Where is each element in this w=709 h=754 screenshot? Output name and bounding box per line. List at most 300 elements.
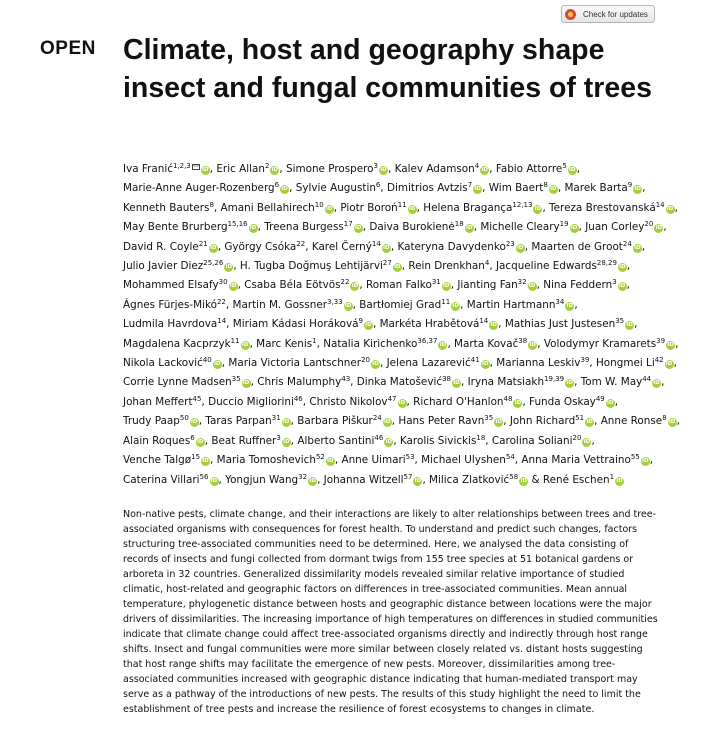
orcid-icon[interactable]: iD [517, 244, 524, 251]
author[interactable] [297, 415, 392, 427]
orcid-icon[interactable]: iD [495, 419, 502, 426]
orcid-icon[interactable]: iD [229, 283, 237, 290]
affiliation-number: 23 [505, 239, 515, 248]
author[interactable] [256, 338, 316, 350]
orcid-icon[interactable]: iD [383, 244, 390, 251]
author-name: Rein Drenkhan [408, 260, 485, 273]
author[interactable] [123, 299, 226, 311]
author-name: Karel Černý [311, 240, 372, 253]
orcid-icon[interactable]: iD [282, 419, 290, 426]
author-name: Marta Kovač [454, 337, 519, 350]
affiliation-number: 46 [374, 433, 384, 442]
author-name: Alain Roques [123, 434, 191, 447]
affiliation-number: 53 [405, 453, 415, 462]
orcid-icon[interactable]: iD [394, 264, 401, 271]
author-name: Beat Ruffner [211, 434, 277, 447]
orcid-icon[interactable]: iD [271, 167, 279, 173]
author[interactable] [387, 357, 490, 369]
affiliation-number: 42 [654, 356, 664, 365]
author-name: Eric Allan [216, 163, 265, 175]
author-name: Helena Bragança [423, 201, 513, 214]
author[interactable] [217, 454, 335, 466]
author-name: Nikola Lacković [123, 357, 203, 370]
orcid-icon[interactable]: iD [210, 244, 217, 251]
affiliation-number: 15 [191, 453, 201, 462]
author-name: Taras Parpan [205, 415, 272, 428]
author-name: Marc Kenis [256, 337, 313, 350]
author[interactable] [408, 260, 489, 272]
orcid-icon[interactable]: iD [583, 438, 591, 445]
check-for-updates-button[interactable] [561, 5, 655, 23]
orcid-icon[interactable]: iD [354, 225, 362, 232]
author[interactable] [496, 260, 627, 272]
author[interactable] [264, 221, 362, 233]
affiliation-number: 4 [484, 259, 490, 268]
author[interactable] [123, 357, 222, 369]
affiliation-number: 1,2,3 [172, 162, 191, 170]
affiliation-number: 8 [543, 181, 548, 190]
author-name: H. Tugba Doğmuş Lehtijärvi [239, 260, 383, 273]
author-name: Michelle Cleary [480, 221, 560, 234]
author[interactable] [123, 338, 250, 350]
author[interactable] [123, 376, 251, 388]
affiliation-number: 7 [467, 181, 473, 190]
open-access-label: OPEN [40, 38, 96, 59]
affiliation-number: 38 [518, 336, 528, 345]
author[interactable] [225, 474, 317, 486]
abstract: Non-native pests, climate change, and their interactions are likely to alter relationships between trees and tree-associated organisms with consequences for forest health. To understand and predict such changes, factors structuring tree-associated communities need to be determined. Here, we analysed the data consisting of records of insects and fungi collected from dormant twigs from 155 tree species at 51 botanical gardens or arboreta in 32 countries. Generalized dissimilarity models revealed similar relative importance of studied climatic, host-related and geographic factors on differences in tree-associated communities. Mean annual temperature, phylogenetic distance between hosts and geographic distance between locations were the major drivers of dissimilarities. The increasing importance of high temperatures on differences in studied communities indicate that climate change could affect tree-associated organisms directly and indirectly through host range shifts. Insect and fungal communities were more similar between closely related vs. distant hosts suggesting that host range shifts may facilitate the emergence of new pests. Moreover, dissimilarities among tree-associated communities increased with geographic distance indicating that human-mediated transport may serve as a pathway of the introductions of new pests. The results of this study highlight the need to limit the establishment of tree pests and increase the resilience of forest ecosystems to changes in climate. [123, 509, 658, 715]
author[interactable] [208, 396, 303, 408]
author[interactable] [123, 279, 238, 291]
author[interactable] [123, 454, 210, 466]
affiliation-number: 32 [517, 278, 527, 287]
affiliation-number: 40 [202, 356, 212, 365]
affiliation-number: 56 [199, 472, 209, 481]
author-name: Anne Uimari [341, 454, 406, 467]
affiliation-number: 4 [474, 162, 480, 170]
author-name: Piotr Boroń [340, 201, 398, 214]
affiliation-number: 2 [264, 162, 270, 170]
affiliation-number: 11 [230, 336, 240, 345]
author[interactable] [216, 163, 279, 175]
orcid-icon[interactable]: iD [443, 283, 450, 290]
orcid-icon[interactable]: iD [453, 380, 460, 387]
orcid-icon[interactable]: iD [528, 283, 536, 290]
affiliation-number: 19 [559, 220, 569, 229]
author-name: Juan Corley [585, 221, 645, 234]
author[interactable] [480, 221, 578, 233]
orcid-icon[interactable]: iD [655, 225, 663, 232]
author-name: Richard O'Hanlon [413, 395, 504, 408]
affiliation-number: 50 [179, 414, 189, 423]
affiliation-number: 22 [340, 278, 350, 287]
affiliation-number: 36,37 [417, 336, 438, 345]
author[interactable] [454, 338, 537, 350]
orcid-icon[interactable]: iD [351, 283, 359, 290]
author-name: Sylvie Augustin [295, 182, 376, 195]
author[interactable] [421, 454, 515, 466]
affiliation-number: 14 [479, 317, 489, 326]
orcid-icon[interactable]: iD [619, 264, 626, 271]
affiliation-number: 20 [572, 433, 582, 442]
author[interactable] [228, 357, 380, 369]
author-name: Venche Talgø [123, 454, 192, 467]
author-name: Martin Hartmann [466, 298, 556, 311]
author-name: Nina Feddern [543, 279, 613, 292]
author[interactable] [123, 182, 289, 194]
author-name: Jianting Fan [457, 279, 518, 292]
author-name: György Csóka [224, 240, 297, 253]
author[interactable] [123, 202, 214, 214]
affiliation-number: 41 [470, 356, 480, 365]
affiliation-number: 28,29 [596, 259, 617, 268]
author[interactable] [340, 202, 416, 214]
author-name: Maarten de Groot [531, 240, 623, 253]
affiliation-number: 8 [209, 200, 214, 209]
author-name: Ágnes Fürjes-Mikó [123, 298, 217, 311]
affiliation-number: 35 [484, 414, 494, 423]
affiliation-number: 14 [217, 317, 227, 326]
author[interactable] [496, 163, 577, 175]
author[interactable] [312, 241, 391, 253]
author-name: Jelena Lazarević [386, 357, 471, 370]
orcid-icon[interactable]: iD [616, 477, 623, 484]
author[interactable] [123, 260, 233, 272]
orcid-icon[interactable]: iD [327, 458, 334, 465]
author[interactable] [601, 415, 677, 427]
affiliation-number: 20 [644, 220, 654, 229]
affiliation-number: 11 [441, 297, 451, 306]
author[interactable] [531, 241, 641, 253]
affiliation-number: 46 [293, 394, 303, 403]
author[interactable] [429, 474, 528, 486]
orcid-icon[interactable]: iD [372, 361, 379, 368]
author-name: Bartłomiej Grad [359, 298, 442, 311]
author[interactable] [309, 396, 406, 408]
affiliation-number: 24 [372, 414, 382, 423]
author[interactable] [240, 260, 402, 272]
affiliation-number: 45 [192, 394, 202, 403]
orcid-icon[interactable]: iD [586, 419, 593, 426]
author-name: Wim Baert [488, 182, 544, 195]
orcid-icon[interactable]: iD [196, 438, 204, 445]
orcid-icon[interactable]: iD [653, 380, 660, 387]
affiliation-number: 6 [375, 181, 381, 190]
affiliation-number: 27 [382, 259, 392, 268]
author-name: Marie-Anne Auger-Rozenberg [123, 182, 275, 195]
author-name: Alberto Santini [297, 434, 375, 447]
author[interactable] [221, 202, 334, 214]
author[interactable] [489, 182, 558, 194]
orcid-icon[interactable]: iD [566, 302, 574, 309]
author-name: Iva Franić [123, 163, 173, 175]
author[interactable] [467, 299, 575, 311]
author[interactable] [397, 241, 524, 253]
orcid-icon[interactable]: iD [325, 205, 333, 212]
orcid-icon[interactable]: iD [481, 167, 488, 173]
orcid-icon[interactable]: iD [514, 399, 522, 406]
author[interactable] [233, 299, 353, 311]
affiliation-number: 21 [198, 239, 208, 248]
orcid-icon[interactable]: iD [283, 438, 290, 445]
orcid-icon[interactable]: iD [634, 186, 641, 193]
author-name: Anne Ronse [600, 415, 663, 428]
affiliation-number: 35 [231, 375, 241, 384]
orcid-icon[interactable]: iD [414, 477, 422, 484]
affiliation-number: 48 [503, 394, 513, 403]
affiliation-number: 8 [662, 414, 667, 423]
orcid-icon[interactable]: iD [465, 225, 473, 232]
author[interactable] [423, 202, 542, 214]
email-icon[interactable] [192, 164, 200, 170]
orcid-icon[interactable]: iD [380, 167, 387, 173]
author[interactable] [529, 396, 615, 408]
author[interactable] [123, 415, 199, 427]
author-name: Fabio Attorre [495, 163, 563, 175]
orcid-icon[interactable]: iD [242, 380, 250, 387]
orcid-icon[interactable]: iD [249, 225, 257, 232]
author[interactable] [398, 415, 503, 427]
affiliation-number: 57 [403, 472, 413, 481]
orcid-icon[interactable]: iD [202, 458, 209, 465]
author[interactable] [297, 435, 393, 447]
author-name: Daiva Burokienė [369, 221, 455, 234]
affiliation-number: 55 [630, 453, 640, 462]
author-name: Caterina Villari [123, 473, 200, 486]
orcid-icon[interactable]: iD [666, 205, 674, 212]
author-name: Csaba Béla Eötvös [244, 279, 341, 292]
affiliation-number: 43 [341, 375, 351, 384]
author[interactable] [244, 279, 359, 291]
orcid-icon[interactable]: iD [385, 438, 393, 445]
affiliation-number: 22 [216, 297, 226, 306]
orcid-icon[interactable]: iD [225, 264, 233, 271]
author-name: Trudy Paap [123, 415, 180, 428]
author-name: Milica Zlatković [429, 473, 510, 486]
author-name: Markéta Hrabětová [379, 318, 480, 331]
author[interactable] [296, 182, 381, 194]
author-name: Julio Javier Diez [123, 260, 204, 273]
orcid-icon[interactable]: iD [665, 361, 673, 368]
author[interactable] [123, 163, 210, 175]
author-name: Johan Meffert [123, 395, 193, 408]
affiliation-number: 49 [595, 394, 605, 403]
author-name: Maria Victoria Lantschner [228, 357, 362, 370]
orcid-icon[interactable]: iD [214, 361, 221, 368]
author[interactable] [123, 241, 218, 253]
author-name: Magdalena Kacprzyk [123, 337, 231, 350]
author-name: Carolina Soliani [491, 434, 573, 447]
author-name: Barbara Piškur [297, 415, 373, 428]
author-name: Marek Barta [564, 182, 628, 195]
affiliation-number: 34 [555, 297, 565, 306]
orcid-icon[interactable]: iD [634, 244, 641, 251]
orcid-icon[interactable]: iD [626, 322, 633, 329]
affiliation-number: 22 [296, 239, 306, 248]
affiliation-number: 44 [642, 375, 652, 384]
orcid-icon[interactable]: iD [566, 380, 573, 387]
author-name: May Bente Brurberg [123, 221, 228, 234]
author[interactable] [286, 163, 388, 175]
affiliation-number: 24 [622, 239, 632, 248]
author[interactable] [544, 338, 675, 350]
affiliation-number: 39 [656, 336, 666, 345]
affiliation-number: 39 [580, 356, 590, 365]
affiliation-number: 30 [218, 278, 228, 287]
author[interactable] [359, 299, 460, 311]
orcid-icon[interactable]: iD [520, 477, 527, 484]
author-name: Christo Nikolov [309, 395, 388, 408]
affiliation-number: 20 [361, 356, 370, 365]
author[interactable] [233, 318, 373, 330]
orcid-icon[interactable]: iD [529, 341, 536, 348]
author-list: Iva Franić$^{1,2,3}$ iD, Eric Allan$^2$ iD, Simone Prospero$^3$ iD, Kalev Adamson$^4$ iD, Fabio Attorre$^5$ iD, Marie-Anne Auger-Rozenberg$^6$ iD, Sylvie Augustin$^6$, Dimitrios Avtzis$^7$ iD, Wim Baert$^8$ iD, Marek Barta$^9$ iD, Kenneth Bauters$^8$, Amani Bellahirech$^{10}$ iD, Piotr Boroń$^{11}$ iD, Helena Bragança$^{12,13}$ iD, Tereza Brestovanská$^{14}$ iD, May Bente Brurberg$^{15,16}$ iD, Treena Burgess$^{17}$ iD, Daiva Burokienė$^{18}$ iD, Michelle Cleary$^{19}$ iD, Juan Corley$^{20}$ iD, David R. Coyle$^{21}$ iD, György Csóka$^{22}$, Karel Černý$^{14}$ iD, Kateryna Davydenko$^{23}$ iD, Maarten de Groot$^{24}$ iD, Julio Javier Diez$^{25,26}$ iD, H. Tugba Doğmuş Lehtijärvi$^{27}$ iD, Rein Drenkhan$^4$, Jacqueline Edwards$^{28,29}$ iD, Mohammed Elsafy$^{30}$ iD, Csaba Béla Eötvös$^{22}$ iD, Roman Falko$^{31}$ iD, Jianting Fan$^{32}$ iD, Nina Feddern$^3$ iD, Ágnes Fürjes-Mikó$^{22}$, Martin M. Gossner$^{3,33}$ iD, Bartłomiej Grad$^{11}$ iD, Martin Hartmann$^{34}$ iD, Ludmila Havrdova$^{14}$, Miriam Kádasi Horáková$^9$ iD, Markéta Hrabětová$^{14}$ iD, Mathias Just Justesen$^{35}$ iD, Magdalena Kacprzyk$^{11}$ iD, Marc Kenis$^1$, Natalia Kirichenko$^{36,37}$ iD, Marta Kovač$^{38}$ iD, Volodymyr Kramarets$^{39}$ iD, Nikola Lacković$^{40}$ iD, Maria Victoria Lantschner$^{20}$ iD, Jelena Lazarević$^{41}$ iD, Marianna Leskiv$^{39}$, Hongmei Li$^{42}$ iD, Corrie Lynne Madsen$^{35}$ iD, Chris Malumphy$^{43}$, Dinka Matošević$^{38}$ iD, Iryna Matsiakh$^{19,39}$ iD, Tom W. May$^{44}$ iD, Johan Meffert$^{45}$, Duccio Migliorini$^{46}$, Christo Nikolov$^{47}$ iD, Richard O'Hanlon$^{48}$ iD, Funda Oskay$^{49}$ iD, Trudy Paap$^{50}$ iD, Taras Parpan$^{31}$ iD, Barbara Piškur$^{24}$ iD, Hans Peter Ravn$^{35}$ iD, John Richard$^{51}$ iD, Anne Ronse$^8$ iD, Alain Roques$^6$ iD, Beat Ruffner$^3$ iD, Alberto Santini$^{46}$ iD, Karolis Sivickis$^{18}$, Carolina Soliani$^{20}$ iD, Venche Talgø$^{15}$ iD, Maria Tomoshevich$^{52}$ iD, Anne Uimari$^{53}$, Michael Ulyshen$^{54}$, Anna Maria Vettraino$^{55}$ iD, Caterina Villari$^{56}$ iD, Yongjun Wang$^{32}$ iD, Johanna Witzell$^{57}$ iD, Milica Zlatković$^{58}$ iD & René Eschen$^1$ iD [123, 162, 680, 486]
author[interactable] [123, 221, 258, 233]
orcid-icon[interactable]: iD [534, 205, 542, 212]
affiliation-number: 38 [442, 375, 451, 384]
author[interactable] [341, 454, 414, 466]
orcid-icon[interactable]: iD [191, 419, 198, 426]
author[interactable] [395, 163, 490, 175]
affiliation-number: 31 [431, 278, 441, 287]
author-name: Roman Falko [366, 279, 432, 292]
affiliation-number: 19,39 [544, 375, 565, 384]
affiliation-number: 32 [298, 472, 308, 481]
affiliation-number: 6 [190, 433, 195, 442]
orcid-icon[interactable]: iD [210, 477, 218, 484]
article-title: Climate, host and geography shape insect and fungal communities of trees [123, 34, 652, 104]
affiliation-number: 9 [358, 317, 363, 326]
author-name: Simone Prospero [286, 163, 374, 175]
affiliation-number: 11 [397, 200, 407, 209]
author[interactable] [400, 435, 485, 447]
author-name: Ludmila Havrdova [123, 318, 218, 331]
orcid-icon[interactable]: iD [570, 225, 578, 232]
author[interactable] [380, 318, 499, 330]
orcid-icon[interactable]: iD [607, 399, 614, 406]
author-name: Corrie Lynne Madsen [123, 376, 232, 389]
author-name: Maria Tomoshevich [216, 454, 316, 467]
author[interactable] [369, 221, 473, 233]
author-name: Duccio Migliorini [208, 395, 294, 408]
orcid-icon[interactable]: iD [550, 186, 557, 193]
affiliation-number: 9 [627, 181, 633, 190]
author[interactable] [205, 415, 290, 427]
orcid-icon[interactable]: iD [365, 322, 372, 329]
orcid-icon[interactable]: iD [618, 283, 626, 290]
author-name: Marianna Leskiv [496, 357, 581, 370]
orcid-icon[interactable]: iD [452, 302, 459, 309]
affiliation-number: 14 [371, 239, 381, 248]
affiliation-number: 18 [476, 433, 486, 442]
author-name: Kateryna Davydenko [397, 240, 506, 253]
orcid-icon[interactable]: iD [241, 341, 249, 348]
author-name: Volodymyr Kramarets [543, 337, 657, 350]
author[interactable] [496, 357, 589, 369]
orcid-icon[interactable]: iD [439, 341, 447, 348]
author[interactable] [505, 318, 634, 330]
orcid-icon[interactable]: iD [667, 341, 674, 348]
author[interactable] [457, 279, 536, 291]
affiliation-number: 12,13 [512, 200, 533, 209]
author[interactable] [581, 376, 661, 388]
author-name: Tom W. May [580, 376, 643, 389]
author[interactable] [387, 182, 482, 194]
affiliation-number: 47 [387, 394, 397, 403]
author-name: Hongmei Li [595, 357, 655, 370]
affiliation-number: 3 [373, 162, 379, 170]
author-name: Yongjun Wang [225, 473, 299, 486]
orcid-icon[interactable]: iD [309, 477, 316, 484]
orcid-icon[interactable]: iD [642, 458, 649, 465]
author[interactable] [211, 435, 290, 447]
affiliation-number: 6 [274, 181, 280, 190]
author[interactable] [543, 474, 624, 486]
author[interactable] [585, 221, 663, 233]
orcid-icon[interactable]: iD [569, 167, 576, 173]
affiliation-number: 3 [276, 433, 281, 442]
author[interactable] [323, 338, 447, 350]
affiliation-number: 14 [655, 200, 665, 209]
author[interactable] [123, 474, 219, 486]
affiliation-number: 17 [343, 220, 353, 229]
author[interactable] [357, 376, 461, 388]
orcid-icon[interactable]: iD [202, 167, 209, 173]
orcid-icon[interactable]: iD [398, 399, 406, 406]
affiliation-number: 3 [612, 278, 617, 287]
author[interactable] [543, 279, 626, 291]
orcid-icon[interactable]: iD [281, 186, 288, 193]
author-name: Dinka Matošević [356, 376, 443, 389]
author[interactable] [510, 415, 594, 427]
author[interactable] [123, 318, 226, 330]
author[interactable] [324, 474, 423, 486]
author[interactable] [123, 435, 205, 447]
author-name: René Eschen [542, 473, 610, 486]
author[interactable] [521, 454, 649, 466]
author[interactable] [549, 202, 675, 214]
orcid-icon[interactable]: iD [668, 419, 676, 426]
orcid-icon[interactable]: iD [481, 361, 489, 368]
affiliation-number: 58 [509, 472, 519, 481]
orcid-icon[interactable]: iD [408, 205, 416, 212]
author[interactable] [564, 182, 642, 194]
author[interactable] [468, 376, 574, 388]
author[interactable] [123, 396, 201, 408]
author-name: Johanna Witzell [323, 473, 404, 486]
orcid-icon[interactable]: iD [344, 302, 352, 309]
author[interactable] [413, 396, 522, 408]
author[interactable] [366, 279, 451, 291]
author[interactable] [257, 376, 350, 388]
author-name: Jacqueline Edwards [495, 260, 597, 273]
author[interactable] [596, 357, 674, 369]
orcid-icon[interactable]: iD [474, 186, 481, 193]
orcid-icon[interactable]: iD [384, 419, 391, 426]
affiliation-number: 51 [575, 414, 585, 423]
author-name: Hans Peter Ravn [398, 415, 485, 428]
author[interactable] [224, 241, 305, 253]
author-name: Treena Burgess [264, 221, 344, 234]
affiliation-number: 3,33 [327, 297, 343, 306]
author-name: Amani Bellahirech [220, 201, 315, 214]
orcid-icon[interactable]: iD [490, 322, 497, 329]
author-name: Mohammed Elsafy [123, 279, 219, 292]
author[interactable] [492, 435, 592, 447]
affiliation-number: 31 [271, 414, 281, 423]
check-for-updates-label: Check for updates [583, 9, 648, 19]
affiliation-number: 1 [312, 336, 317, 345]
